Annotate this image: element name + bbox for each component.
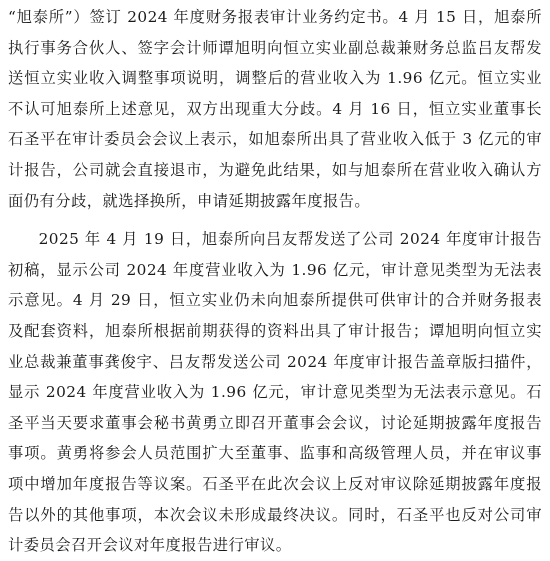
paragraph-2: 2025 年 4 月 19 日，旭泰所向吕友帮发送了公司 2024 年度审计报告初稿，显示公司 2024 年度营业收入为 1.96 亿元，审计意见类型为无法表示意见。4 月 29 日，恒立实业仍未向旭泰所提供可供审计的合并财务报表及配套资料，旭泰所根据前期获得的资料出具了审计报告；谭旭明向恒立实业总裁兼董事龚俊宇、吕友帮发送公司 2024 年度审计报告盖章版扫描件，显示 2024 年度营业收入为 1.96 亿元，审计意见类型为无法表示意见。石圣平当天要求董事会秘书黄勇立即召开董事会会议，讨论延期披露年度报告事项。黄勇将参会人员范围扩大至董事、监事和高级管理人员，并在审议事项中增加年度报告等议案。石圣平在此次会议上反对审议除延期披露年度报告以外的其他事项，本次会议未形成最终决议。同时，石圣平也反对公司审计委员会召开会议对年度报告进行审议。	[8, 230, 542, 555]
paragraph-1: “旭泰所”）签订 2024 年度财务报表审计业务约定书。4 月 15 日，旭泰所执行事务合伙人、签字会计师谭旭明向恒立实业副总裁兼财务总监吕友帮发送恒立实业收入调整事项说明，调整后的营业收入为 1.96 亿元。恒立实业不认可旭泰所上述意见，双方出现重大分歧。4 月 16 日，恒立实业董事长石圣平在审计委员会会议上表示，如旭泰所出具了营业收入低于 3 亿元的审计报告，公司就会直接退市，为避免此结果，如与旭泰所在营业收入确认方面仍有分歧，就选择换所，申请延期披露年度报告。	[8, 8, 542, 210]
